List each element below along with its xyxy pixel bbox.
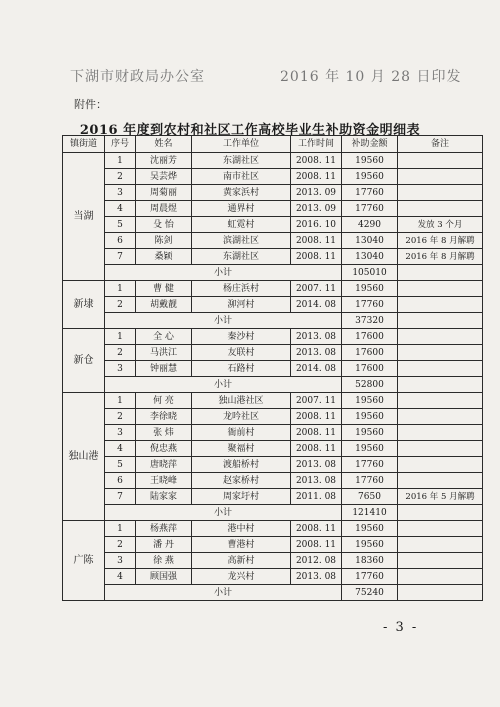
name-cell: 曹 健: [136, 281, 192, 297]
amount-cell: 19560: [342, 153, 398, 169]
name-cell: 徐 燕: [136, 553, 192, 569]
name-cell: 张 炜: [136, 425, 192, 441]
table-row: [63, 153, 483, 169]
street-cell: 广陈: [63, 521, 105, 601]
seq-cell: 3: [105, 425, 136, 441]
unit-cell: 泖河村: [192, 297, 291, 313]
remark-cell: [398, 169, 483, 185]
unit-cell: 东湖社区: [192, 153, 291, 169]
cut-off-header: [70, 69, 462, 86]
name-cell: 唐晓萍: [136, 457, 192, 473]
table-row: [63, 297, 483, 313]
seq-cell: 3: [105, 361, 136, 377]
unit-cell: 高新村: [192, 553, 291, 569]
remark-cell: [398, 473, 483, 489]
seq-cell: 6: [105, 473, 136, 489]
subtotal-label: 小计: [105, 505, 342, 521]
unit-cell: 黄家浜村: [192, 185, 291, 201]
remark-cell: [398, 201, 483, 217]
table-row: [63, 249, 483, 265]
time-cell: 2013. 08: [291, 473, 342, 489]
remark-cell: [398, 393, 483, 409]
table-row: [63, 329, 483, 345]
unit-cell: 通界村: [192, 201, 291, 217]
amount-cell: 19560: [342, 281, 398, 297]
amount-cell: 17760: [342, 297, 398, 313]
amount-cell: 17760: [342, 457, 398, 473]
seq-cell: 4: [105, 569, 136, 585]
subtotal-row: [63, 377, 483, 393]
remark-cell: [398, 537, 483, 553]
table-row: [63, 393, 483, 409]
table-row: [63, 521, 483, 537]
amount-cell: 19560: [342, 409, 398, 425]
subtotal-amount: 121410: [342, 505, 398, 521]
header-date: 2016 年 10 月 28 日印发: [280, 69, 462, 85]
name-cell: 陆家家: [136, 489, 192, 505]
time-cell: 2013. 08: [291, 457, 342, 473]
amount-cell: 4290: [342, 217, 398, 233]
table-row: [63, 185, 483, 201]
time-cell: 2013. 09: [291, 185, 342, 201]
name-cell: 王晓峰: [136, 473, 192, 489]
header-row: [63, 136, 483, 153]
unit-cell: 滨湖社区: [192, 233, 291, 249]
time-cell: 2008. 11: [291, 169, 342, 185]
table-row: [63, 345, 483, 361]
page-number: - 3 -: [383, 620, 419, 635]
unit-cell: 龙兴村: [192, 569, 291, 585]
name-cell: 周晨煜: [136, 201, 192, 217]
amount-cell: 19560: [342, 441, 398, 457]
remark-cell: [398, 457, 483, 473]
seq-cell: 3: [105, 553, 136, 569]
col-header-name: 姓名: [136, 136, 192, 153]
seq-cell: 2: [105, 409, 136, 425]
time-cell: 2016. 10: [291, 217, 342, 233]
remark-cell: [398, 185, 483, 201]
subtotal-remark: [398, 377, 483, 393]
remark-cell: [398, 553, 483, 569]
seq-cell: 2: [105, 169, 136, 185]
time-cell: 2008. 11: [291, 537, 342, 553]
time-cell: 2008. 11: [291, 409, 342, 425]
unit-cell: 南市社区: [192, 169, 291, 185]
table-title: 2016 年度到农村和社区工作高校毕业生补助资金明细表: [79, 123, 421, 138]
remark-cell: [398, 361, 483, 377]
time-cell: 2013. 09: [291, 201, 342, 217]
subtotal-remark: [398, 585, 483, 601]
time-cell: 2008. 11: [291, 153, 342, 169]
table-row: [63, 281, 483, 297]
seq-cell: 4: [105, 201, 136, 217]
table-row: [63, 409, 483, 425]
remark-cell: 2016 年 8 月解聘: [398, 233, 483, 249]
amount-cell: 17600: [342, 361, 398, 377]
street-cell: 新仓: [63, 329, 105, 393]
amount-cell: 17600: [342, 345, 398, 361]
table-row: [63, 169, 483, 185]
subtotal-remark: [398, 265, 483, 281]
subtotal-row: [63, 265, 483, 281]
unit-cell: 石路村: [192, 361, 291, 377]
seq-cell: 4: [105, 441, 136, 457]
seq-cell: 7: [105, 249, 136, 265]
unit-cell: 龙吟社区: [192, 409, 291, 425]
subtotal-amount: 37320: [342, 313, 398, 329]
table-row: [63, 473, 483, 489]
name-cell: 钟丽慧: [136, 361, 192, 377]
name-cell: 潘 丹: [136, 537, 192, 553]
table-row: [63, 489, 483, 505]
subtotal-label: 小计: [105, 585, 342, 601]
subtotal-row: [63, 585, 483, 601]
remark-cell: [398, 345, 483, 361]
time-cell: 2013. 08: [291, 345, 342, 361]
name-cell: 何 亮: [136, 393, 192, 409]
subtotal-row: [63, 505, 483, 521]
table-row: [63, 217, 483, 233]
subtotal-remark: [398, 313, 483, 329]
amount-cell: 19560: [342, 169, 398, 185]
unit-cell: 友联村: [192, 345, 291, 361]
table-row: [63, 361, 483, 377]
name-cell: 顾国强: [136, 569, 192, 585]
table-row: [63, 201, 483, 217]
amount-cell: 13040: [342, 233, 398, 249]
name-cell: 杨燕萍: [136, 521, 192, 537]
amount-cell: 17760: [342, 201, 398, 217]
attachment-label: 附件：: [74, 98, 107, 111]
time-cell: 2014. 08: [291, 297, 342, 313]
remark-cell: [398, 569, 483, 585]
time-cell: 2008. 11: [291, 233, 342, 249]
name-cell: 沈丽芳: [136, 153, 192, 169]
street-cell: 当湖: [63, 153, 105, 281]
unit-cell: 周家圩村: [192, 489, 291, 505]
remark-cell: 发放 3 个月: [398, 217, 483, 233]
remark-cell: [398, 153, 483, 169]
time-cell: 2008. 11: [291, 521, 342, 537]
header-issuer: 下湖市财政局办公室: [70, 69, 205, 85]
unit-cell: 衙前村: [192, 425, 291, 441]
amount-cell: 19560: [342, 537, 398, 553]
seq-cell: 5: [105, 457, 136, 473]
col-header-street: 镇街道: [63, 136, 105, 153]
table-row: [63, 233, 483, 249]
unit-cell: 赵家桥村: [192, 473, 291, 489]
time-cell: 2014. 08: [291, 361, 342, 377]
subtotal-amount: 75240: [342, 585, 398, 601]
col-header-amount: 补助金额: [342, 136, 398, 153]
street-cell: 新埭: [63, 281, 105, 329]
name-cell: 吴芸烨: [136, 169, 192, 185]
amount-cell: 17760: [342, 569, 398, 585]
name-cell: 胡戴靓: [136, 297, 192, 313]
unit-cell: 聚福村: [192, 441, 291, 457]
table-row: [63, 537, 483, 553]
col-header-unit: 工作单位: [192, 136, 291, 153]
amount-cell: 7650: [342, 489, 398, 505]
seq-cell: 2: [105, 537, 136, 553]
subtotal-amount: 52800: [342, 377, 398, 393]
name-cell: 陈剑: [136, 233, 192, 249]
subtotal-label: 小计: [105, 265, 342, 281]
name-cell: 周菊丽: [136, 185, 192, 201]
time-cell: 2011. 08: [291, 489, 342, 505]
remark-cell: [398, 425, 483, 441]
subtotal-amount: 105010: [342, 265, 398, 281]
unit-cell: 东湖社区: [192, 249, 291, 265]
unit-cell: 渡船桥村: [192, 457, 291, 473]
name-cell: 李徐晓: [136, 409, 192, 425]
name-cell: 桑颖: [136, 249, 192, 265]
time-cell: 2013. 08: [291, 569, 342, 585]
remark-cell: [398, 441, 483, 457]
amount-cell: 18360: [342, 553, 398, 569]
table-row: [63, 553, 483, 569]
time-cell: 2008. 11: [291, 249, 342, 265]
seq-cell: 7: [105, 489, 136, 505]
name-cell: 马洪江: [136, 345, 192, 361]
unit-cell: 杨庄浜村: [192, 281, 291, 297]
time-cell: 2013. 08: [291, 329, 342, 345]
table-body: [63, 153, 483, 601]
unit-cell: 虹霓村: [192, 217, 291, 233]
remark-cell: [398, 297, 483, 313]
table-row: [63, 425, 483, 441]
table-row: [63, 441, 483, 457]
subtotal-remark: [398, 505, 483, 521]
remark-cell: [398, 281, 483, 297]
subtotal-row: [63, 313, 483, 329]
amount-cell: 17600: [342, 329, 398, 345]
unit-cell: 秦沙村: [192, 329, 291, 345]
unit-cell: 曹港村: [192, 537, 291, 553]
col-header-time: 工作时间: [291, 136, 342, 153]
remark-cell: [398, 521, 483, 537]
name-cell: 倪忠燕: [136, 441, 192, 457]
time-cell: 2007. 11: [291, 393, 342, 409]
seq-cell: 6: [105, 233, 136, 249]
unit-cell: 港中村: [192, 521, 291, 537]
seq-cell: 5: [105, 217, 136, 233]
amount-cell: 19560: [342, 425, 398, 441]
seq-cell: 2: [105, 345, 136, 361]
remark-cell: [398, 409, 483, 425]
amount-cell: 13040: [342, 249, 398, 265]
seq-cell: 1: [105, 329, 136, 345]
name-cell: 全 心: [136, 329, 192, 345]
seq-cell: 2: [105, 297, 136, 313]
seq-cell: 1: [105, 153, 136, 169]
seq-cell: 3: [105, 185, 136, 201]
amount-cell: 19560: [342, 521, 398, 537]
seq-cell: 1: [105, 521, 136, 537]
name-cell: 殳 怡: [136, 217, 192, 233]
seq-cell: 1: [105, 281, 136, 297]
remark-cell: 2016 年 8 月解聘: [398, 249, 483, 265]
table-row: [63, 457, 483, 473]
time-cell: 2008. 11: [291, 441, 342, 457]
remark-cell: 2016 年 5 月解聘: [398, 489, 483, 505]
table-row: [63, 569, 483, 585]
unit-cell: 独山港社区: [192, 393, 291, 409]
subtotal-label: 小计: [105, 313, 342, 329]
time-cell: 2007. 11: [291, 281, 342, 297]
subtotal-label: 小计: [105, 377, 342, 393]
col-header-remark: 备注: [398, 136, 483, 153]
col-header-seq: 序号: [105, 136, 136, 153]
time-cell: 2012. 08: [291, 553, 342, 569]
amount-cell: 17760: [342, 473, 398, 489]
subsidy-table: [62, 135, 483, 601]
seq-cell: 1: [105, 393, 136, 409]
time-cell: 2008. 11: [291, 425, 342, 441]
amount-cell: 19560: [342, 393, 398, 409]
remark-cell: [398, 329, 483, 345]
street-cell: 独山港: [63, 393, 105, 521]
amount-cell: 17760: [342, 185, 398, 201]
